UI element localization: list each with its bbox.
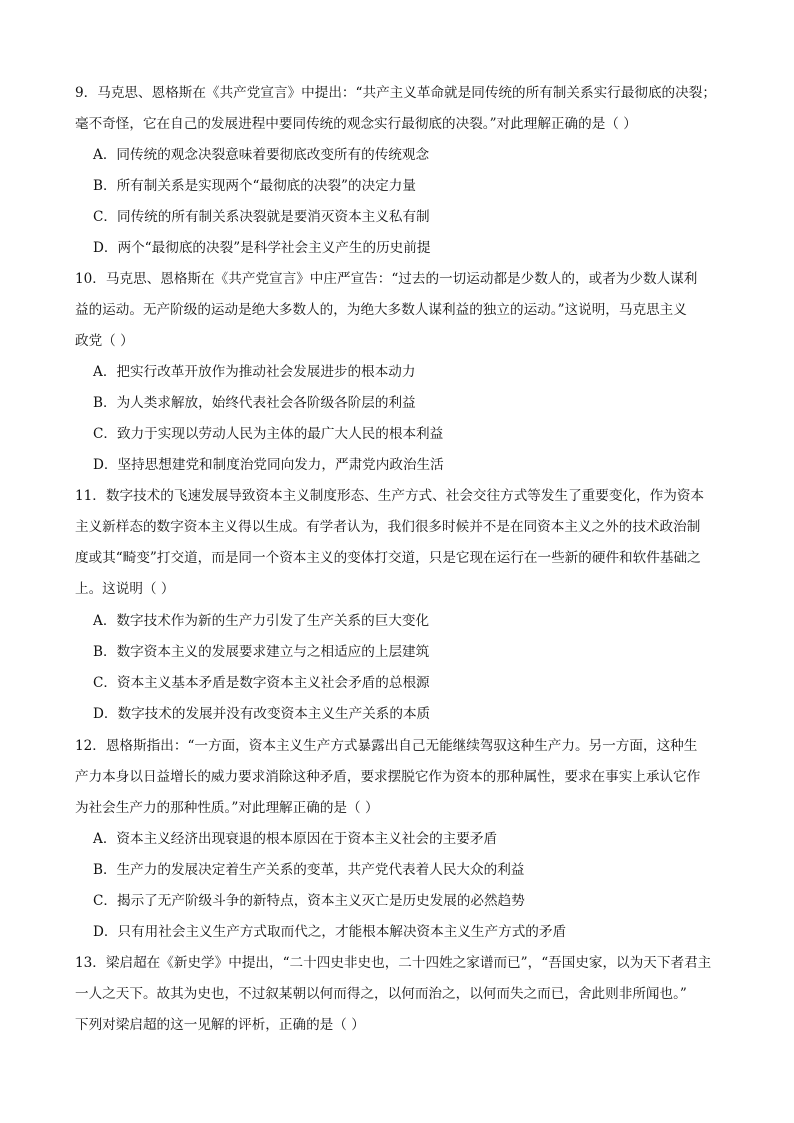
option-c: C．资本主义基本矛盾是数字资本主义社会矛盾的总根源 xyxy=(93,675,430,691)
question-stem-line: 9．马克思、恩格斯在《共产党宣言》中提出：“共产主义革命就是同传统的所有制关系实行最彻底的决裂； xyxy=(75,85,716,101)
option-a: A．数字技术作为新的生产力引发了生产关系的巨大变化 xyxy=(93,613,430,629)
option-c: C．致力于实现以劳动人民为主体的最广大人民的根本利益 xyxy=(93,426,444,442)
option-a: A．同传统的观念决裂意味着要彻底改变所有的传统观念 xyxy=(93,147,430,163)
option-b: B．为人类求解放，始终代表社会各阶级各阶层的利益 xyxy=(93,395,416,411)
question-stem-line: 度或其“畸变”打交道，而是同一个资本主义的变体打交道，只是它现在运行在一些新的硬件和软件基础之 xyxy=(75,550,701,566)
question-stem-line: 为社会生产力的那种性质。”对此理解正确的是（ ） xyxy=(75,800,379,816)
question-stem-line: 10．马克思、恩格斯在《共产党宣言》中庄严宣告：“过去的一切运动都是少数人的，或者为少数人谋利 xyxy=(75,271,698,287)
question-stem-line: 毫不奇怪，它在自己的发展进程中要同传统的观念实行最彻底的决裂。”对此理解正确的是（ ） xyxy=(75,116,637,132)
option-d: D．坚持思想建党和制度治党同向发力，严肃党内政治生活 xyxy=(93,457,444,473)
option-b: B．数字资本主义的发展要求建立与之相适应的上层建筑 xyxy=(93,644,430,660)
question-stem-line: 一人之天下。故其为史也，不过叙某朝以何而得之，以何而治之，以何而失之而已，舍此则非所闻也。” xyxy=(75,986,687,1002)
option-c: C．揭示了无产阶级斗争的新特点，资本主义灭亡是历史发展的必然趋势 xyxy=(93,893,525,909)
option-a: A．把实行改革开放作为推动社会发展进步的根本动力 xyxy=(93,364,416,380)
option-b: B．所有制关系是实现两个“最彻底的决裂”的决定力量 xyxy=(93,178,416,194)
question-stem-line: 下列对梁启超的这一见解的评析，正确的是（ ） xyxy=(75,1017,365,1033)
question-stem-line: 产力本身以日益增长的威力要求消除这种矛盾，要求摆脱它作为资本的那种属性，要求在事实上承认它作 xyxy=(75,769,701,785)
option-d: D．两个“最彻底的决裂”是科学社会主义产生的历史前提 xyxy=(93,240,431,256)
option-c: C．同传统的所有制关系决裂就是要消灭资本主义私有制 xyxy=(93,209,430,225)
question-stem-line: 12．恩格斯指出：“一方面，资本主义生产方式暴露出自己无能继续驾驭这种生产力。另一方面，这种生 xyxy=(75,738,698,754)
question-stem-line: 益的运动。无产阶级的运动是绝大多数人的，为绝大多数人谋利益的独立的运动。”这说明，马克思主义 xyxy=(75,302,687,318)
question-stem-line: 政党（ ） xyxy=(75,333,134,349)
question-stem-line: 13．梁启超在《新史学》中提出，“二十四史非史也，二十四姓之家谱而已”，“吾国史家，以为天下者君主 xyxy=(75,955,712,971)
option-b: B．生产力的发展决定着生产关系的变革，共产党代表着人民大众的利益 xyxy=(93,862,525,878)
question-stem-line: 上。这说明（ ） xyxy=(75,581,175,597)
option-a: A．资本主义经济出现衰退的根本原因在于资本主义社会的主要矛盾 xyxy=(93,831,498,847)
question-stem-line: 11．数字技术的飞速发展导致资本主义制度形态、生产方式、社会交往方式等发生了重要变化，作为资本 xyxy=(75,488,705,504)
option-d: D．数字技术的发展并没有改变资本主义生产关系的本质 xyxy=(93,706,431,722)
question-stem-line: 主义新样态的数字资本主义得以生成。有学者认为，我们很多时候并不是在同资本主义之外的技术政治制 xyxy=(75,519,701,535)
option-d: D．只有用社会主义生产方式取而代之，才能根本解决资本主义生产方式的矛盾 xyxy=(93,924,567,940)
